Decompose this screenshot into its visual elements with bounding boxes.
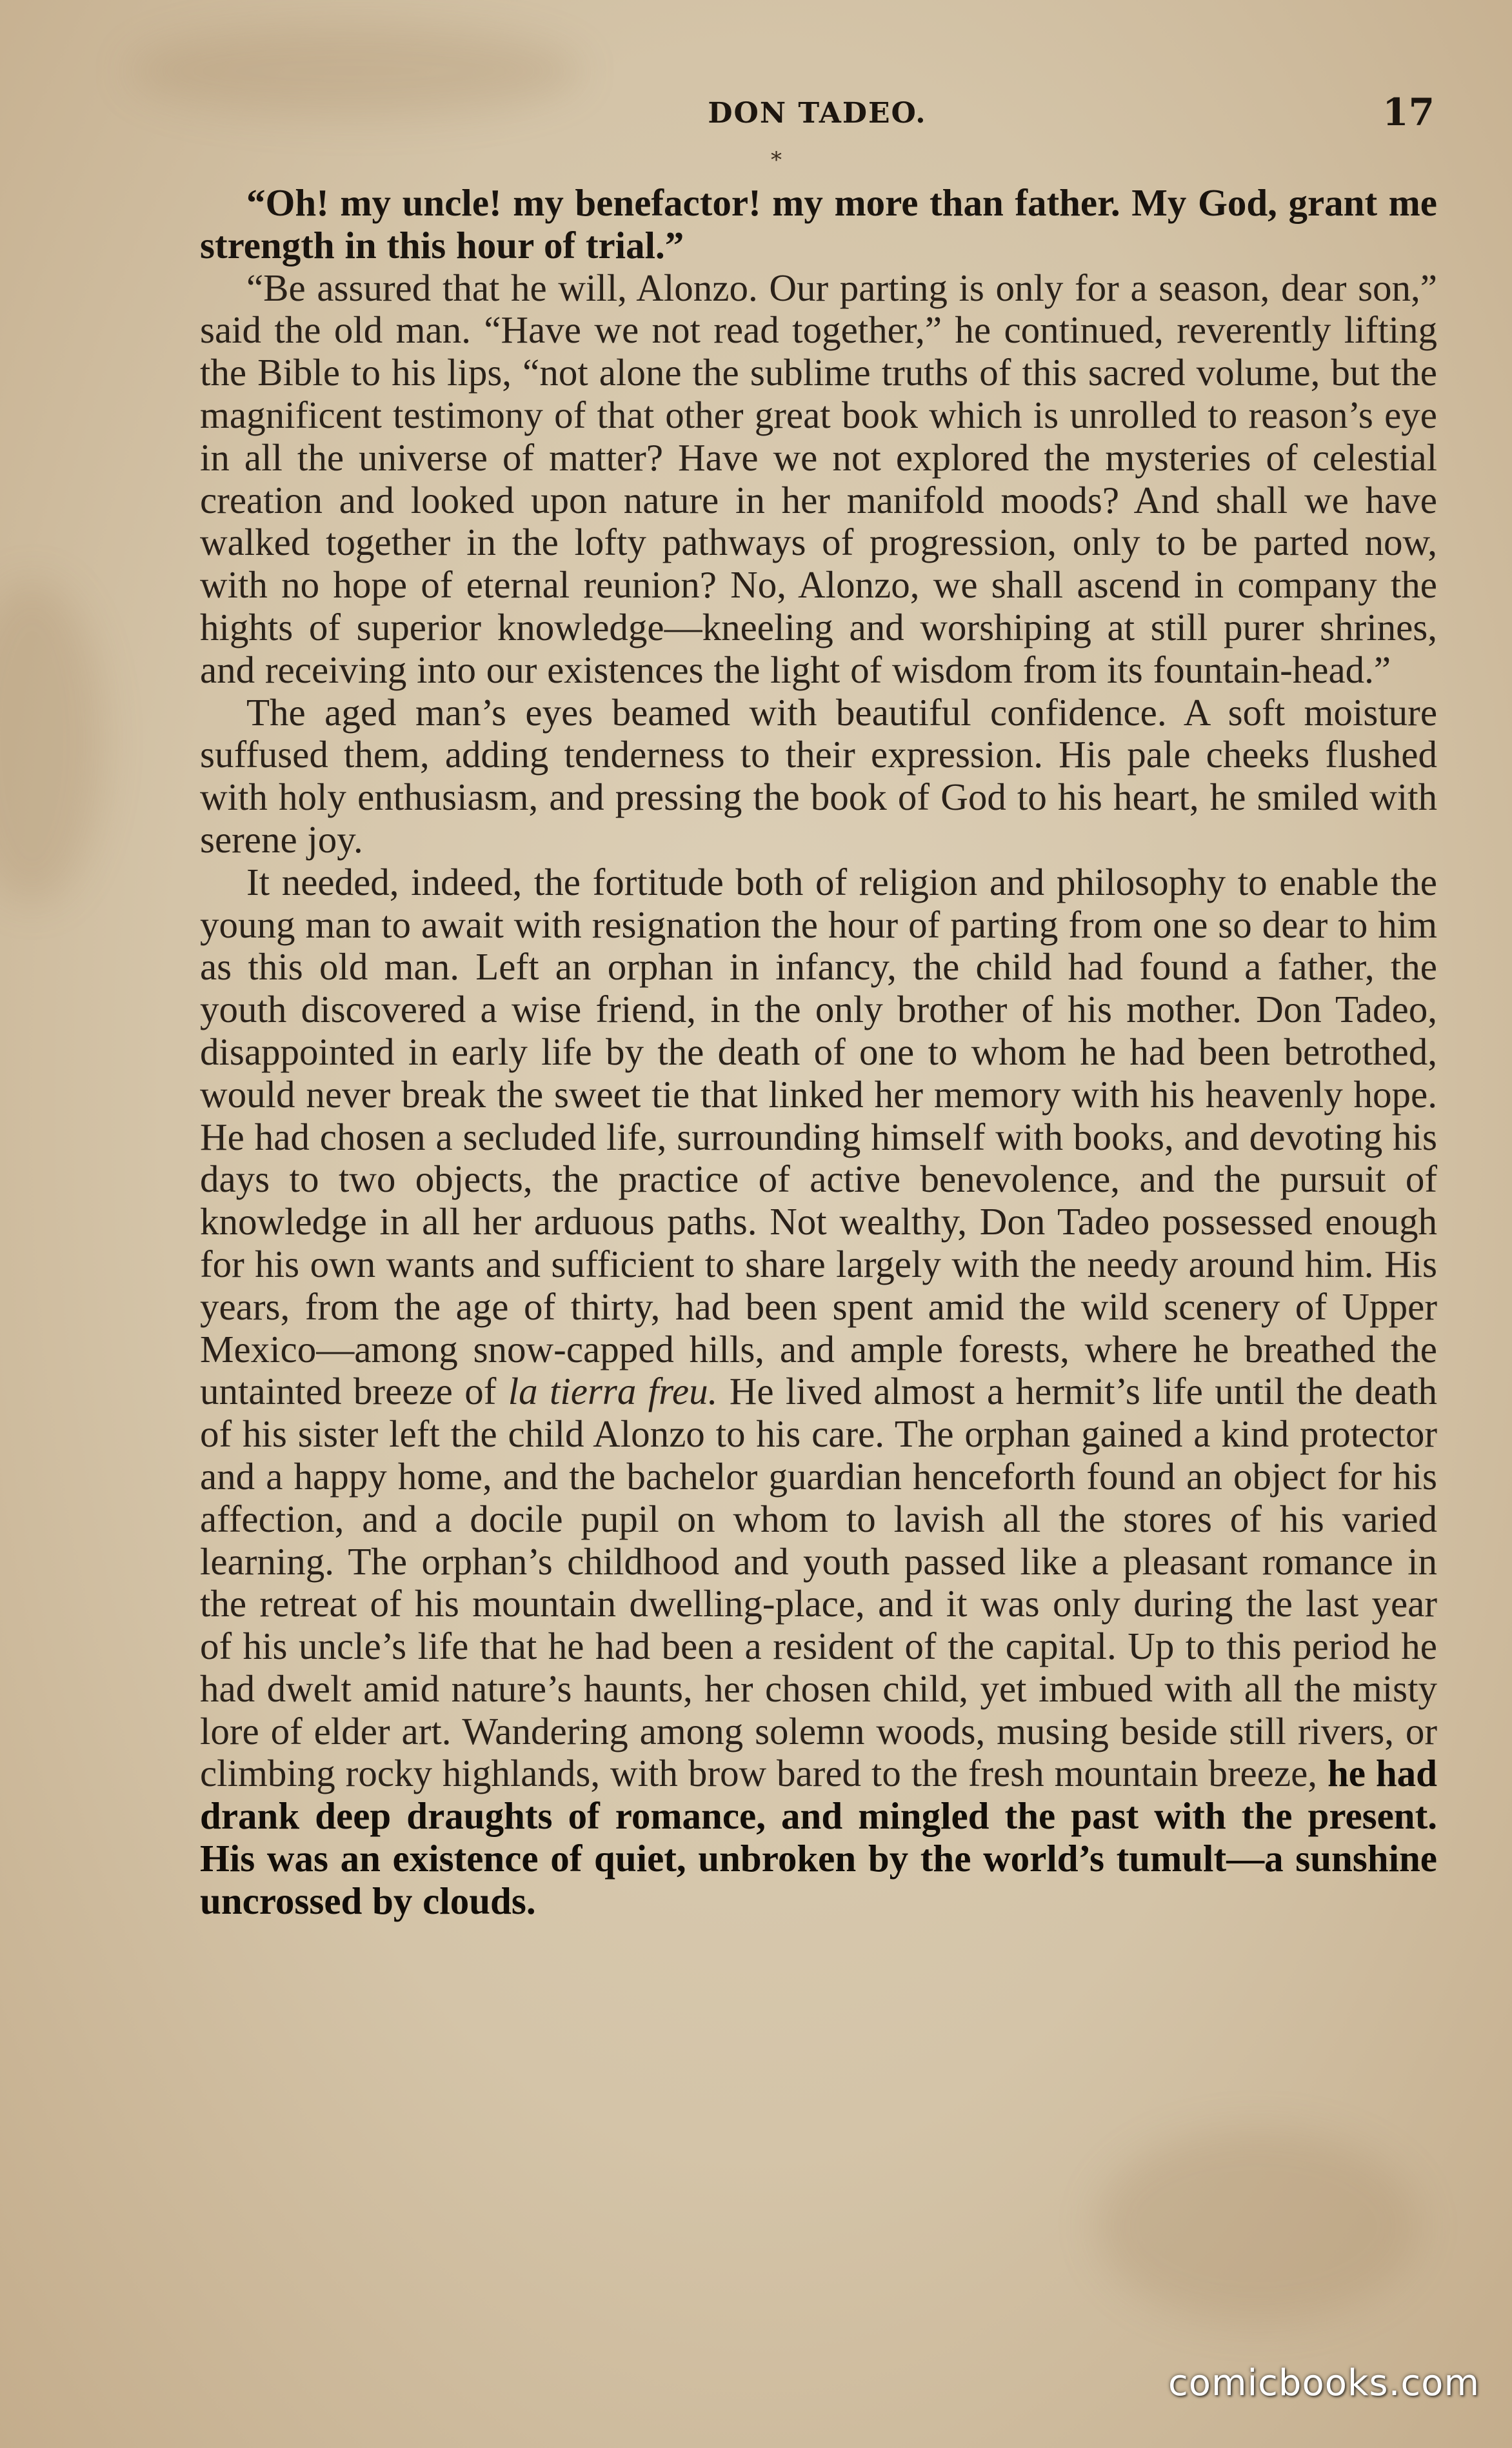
ornament-mark: * <box>771 147 782 173</box>
bold-closing-text: he had drank deep draughts of romance, and mingled the past with the present. His was an existence of quiet, unbroken by the world’s tumult—a sunshine uncrossed by clouds. <box>200 1752 1437 1922</box>
paragraph: “Oh! my uncle! my benefactor! my more than father. My God, grant me strength in this hour of trial.” <box>200 181 1437 266</box>
paper-stain <box>0 581 103 903</box>
paragraph-text: It needed, indeed, the fortitude both of religion and philosophy to enable the young man to await with resignation the hour of parting from one so dear to him as this old man. Left an orphan in infancy, the child had found a father, the youth discovered a wise friend, in the only brother of his mother. Don Tadeo, disappointed in early life by the death of one to whom he had been betrothed, would never break the sweet tie that linked her memory with his heavenly hope. He had chosen a secluded life, surrounding himself with books, and devoting his days to two objects, the practice of active benevolence, and the pursuit of knowledge in all her arduous paths. Not wealthy, Don Tadeo possessed enough for his own wants and sufficient to share largely with the needy around him. His years, from the age of thirty, had been spent amid the wild scenery of Upper Mexico—among snow-capped hills, and ample forests, where he breathed the untainted breeze of <box>200 860 1437 1413</box>
page-number: 17 <box>1382 90 1435 134</box>
paper-stain <box>1097 2129 1419 2323</box>
running-head: DON TADEO. <box>708 97 927 130</box>
paragraph: “Be assured that he will, Alonzo. Our parting is only for a season, dear son,” said the old man. “Have we not read together,” he continued, reverently lifting the Bible to his lips, “not alone the sublime truths of this sacred volume, but the magnificent testimony of that other great book which is unrolled to reason’s eye in all the universe of matter? Have we not explored the mysteries of celestial creation and looked upon nature in her manifold moods? And shall we have walked together in the lofty pathways of progression, only to be parted now, with no hope of eternal reunion? No, Alonzo, we shall ascend in company the hights of superior knowledge—kneeling and worshiping at still purer shrines, and receiving into our existences the light of wisdom from its fountain-head.” <box>200 266 1437 691</box>
paragraph-text: He lived almost a hermit’s life until the death of his sister left the child Alonzo to his care. The orphan gained a kind protector and a happy home, and the bachelor guardian henceforth found an object for his affection, and a docile pupil on whom to lavish all the stores of his varied learning. The orphan’s childhood and youth passed like a pleasant romance in the retreat of his mountain dwelling-place, and it was only during the last year of his uncle’s life that he had been a resident of the capital. Up to this period he had dwelt amid nature’s haunts, her chosen child, yet imbued with all the misty lore of elder art. Wandering among solemn woods, musing beside still rivers, or climbing rocky highlands, with brow bared to the fresh mountain breeze, <box>200 1370 1438 1795</box>
italic-phrase: la tierra freu. <box>508 1370 718 1413</box>
page-header <box>200 90 1435 142</box>
body-text <box>200 182 1437 1923</box>
paragraph: The aged man’s eyes beamed with beautiful confidence. A soft moisture suffused them, adding tenderness to their expression. His pale cheeks flushed with holy enthusiasm, and pressing the book of God to his heart, he smiled with serene joy. <box>200 690 1437 861</box>
watermark: comicbooks.com <box>1168 2362 1480 2404</box>
paragraph <box>200 861 1437 1923</box>
